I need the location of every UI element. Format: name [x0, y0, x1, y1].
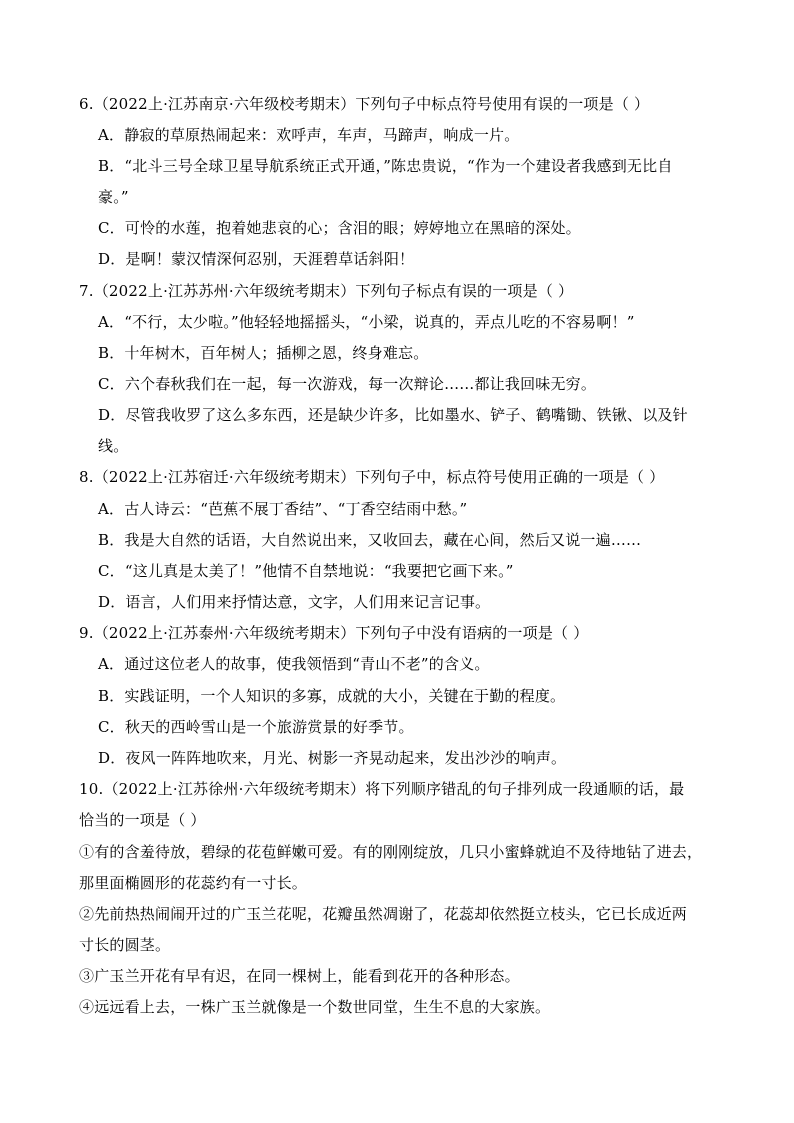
- question-10-item-4: ④远远看上去，一株广玉兰就像是一个数世同堂，生生不息的大家族。: [79, 998, 551, 1016]
- question-9-stem: 9.（2022上·江苏泰州·六年级统考期末）下列句子中没有语病的一项是（ ）: [79, 624, 589, 642]
- question-7-option-a: A．“不行，太少啦。”他轻轻地摇摇头，“小梁，说真的，弄点儿吃的不容易啊！”: [98, 313, 635, 331]
- question-8-option-b: B．我是大自然的话语，大自然说出来，又收回去，藏在心间，然后又说一遍……: [98, 531, 642, 549]
- question-10-stem-cont: 恰当的一项是（ ）: [79, 811, 206, 829]
- question-7-option-d: D．尽管我收罗了这么多东西，还是缺少许多，比如墨水、铲子、鹤嘴锄、铁锹、以及针: [98, 406, 688, 424]
- question-10-item-1: ①有的含羞待放，碧绿的花苞鲜嫩可爱。有的刚刚绽放，几只小蜜蜂就迫不及待地钻了进去，: [79, 843, 703, 861]
- question-8-stem: 8.（2022上·江苏宿迁·六年级统考期末）下列句子中，标点符号使用正确的一项是（ ）: [79, 468, 665, 486]
- question-6-option-d: D．是啊！蒙汉情深何忍别，天涯碧草话斜阳！: [98, 250, 415, 268]
- question-10-item-2: ②先前热热闹闹开过的广玉兰花呢，花瓣虽然凋谢了，花蕊却依然挺立枝头，它已长成近两: [79, 905, 688, 923]
- question-10-item-3: ③广玉兰开花有早有迟，在同一棵树上，能看到花开的各种形态。: [79, 967, 520, 985]
- question-6-option-b: B．“北斗三号全球卫星导航系统正式开通，”陈忠贵说，“作为一个建设者我感到无比自: [98, 157, 673, 175]
- question-10-item-1-cont: 那里面椭圆形的花蕊约有一寸长。: [79, 874, 308, 892]
- question-8-option-a: A．古人诗云：“芭蕉不展丁香结”、“丁香空结雨中愁。”: [98, 500, 468, 518]
- question-9-option-b: B．实践证明，一个人知识的多寡，成就的大小，关键在于勤的程度。: [98, 687, 566, 705]
- question-6-option-c: C．可怜的水莲，抱着她悲哀的心；含泪的眼；婷婷地立在黑暗的深处。: [98, 219, 581, 237]
- question-7-stem: 7.（2022上·江苏苏州·六年级统考期末）下列句子标点有误的一项是（ ）: [79, 282, 574, 300]
- question-9-option-d: D．夜风一阵阵地吹来，月光、树影一齐晃动起来，发出沙沙的响声。: [98, 749, 567, 767]
- question-10-item-2-cont: 寸长的圆茎。: [79, 936, 171, 954]
- question-10-stem: 10.（2022上·江苏徐州·六年级统考期末）将下列顺序错乱的句子排列成一段通顺的话，最: [79, 780, 685, 798]
- question-9-option-a: A．通过这位老人的故事，使我领悟到“青山不老”的含义。: [98, 655, 490, 673]
- question-6-stem: 6.（2022上·江苏南京·六年级校考期末）下列句子中标点符号使用有误的一项是（ ）: [79, 95, 650, 113]
- question-7-option-d-cont: 线。: [98, 437, 129, 455]
- question-7-option-b: B．十年树木，百年树人；插柳之恩，终身难忘。: [98, 344, 429, 362]
- question-6-option-b-cont: 豪。”: [98, 188, 129, 206]
- question-7-option-c: C．六个春秋我们在一起，每一次游戏，每一次辩论……都让我回味无穷。: [98, 375, 597, 393]
- question-8-option-c: C．“这儿真是太美了！”他情不自禁地说：“我要把它画下来。”: [98, 562, 514, 580]
- question-9-option-c: C．秋天的西岭雪山是一个旅游赏景的好季节。: [98, 718, 414, 736]
- question-8-option-d: D．语言，人们用来抒情达意，文字，人们用来记言记事。: [98, 593, 491, 611]
- question-6-option-a: A．静寂的草原热闹起来：欢呼声，车声，马蹄声，响成一片。: [98, 126, 520, 144]
